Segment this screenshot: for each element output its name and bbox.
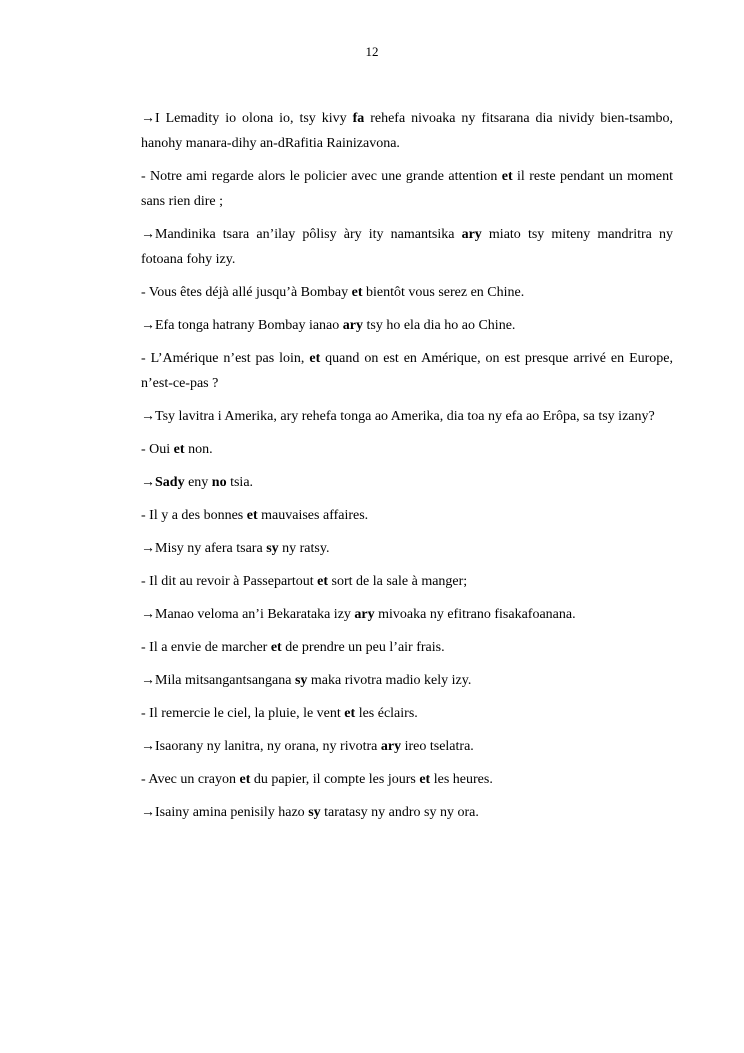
bold-connector: no (211, 475, 227, 490)
bold-connector: et (351, 285, 363, 300)
paragraph (141, 313, 673, 338)
paragraph (141, 701, 673, 726)
text-run: - Il remercie le ciel, la pluie, le vent (141, 706, 345, 721)
text-run: - Avec un crayon (141, 772, 240, 787)
bold-connector: et (317, 574, 329, 589)
paragraph (141, 404, 673, 429)
text-run: taratasy ny andro sy ny ora. (320, 805, 479, 820)
text-run: →Misy ny afera tsara (141, 541, 267, 556)
bold-connector: et (501, 169, 513, 184)
text-run: →Mila mitsangantsangana (141, 673, 295, 688)
bold-connector: sy (266, 541, 279, 556)
bold-connector: et (173, 442, 185, 457)
text-run: ireo tselatra. (401, 739, 474, 754)
text-run: - Il dit au revoir à Passepartout (141, 574, 318, 589)
paragraph (141, 437, 673, 462)
bold-connector: sy (308, 805, 321, 820)
paragraph (141, 668, 673, 693)
text-run: quand on est en Amérique, on est presque arrivé en Europe, n’est-ce-pas ? (141, 351, 673, 391)
text-run: sort de la sale à manger; (328, 574, 468, 589)
text-run: →Tsy lavitra i Amerika, ary rehefa tonga ao Amerika, dia toa ny efa ao Erôpa, sa tsy izany? (141, 409, 655, 424)
text-run: les éclairs. (355, 706, 418, 721)
text-run: mauvaises affaires. (257, 508, 369, 523)
bold-connector: ary (342, 318, 363, 333)
paragraph (141, 767, 673, 792)
paragraph (141, 569, 673, 594)
text-run: →Efa tonga hatrany Bombay ianao (141, 318, 343, 333)
text-run: →Manao veloma an’i Bekarataka izy (141, 607, 355, 622)
bold-connector: et (239, 772, 251, 787)
paragraph (141, 503, 673, 528)
text-run: tsia. (226, 475, 254, 490)
paragraph (141, 635, 673, 660)
bold-connector: et (309, 351, 321, 366)
text-run: du papier, il compte les jours (250, 772, 420, 787)
bold-connector: et (246, 508, 258, 523)
text-run: rehefa nivoaka ny fitsarana dia nividy bien-tsambo, hanohy manara-dihy an-dRafitia Rainizavona. (141, 111, 673, 151)
text-run: →I Lemadity io olona io, tsy kivy (141, 111, 353, 126)
bold-connector: et (270, 640, 282, 655)
paragraph (141, 470, 673, 495)
text-run: →Isaorany ny lanitra, ny orana, ny rivotra (141, 739, 381, 754)
paragraph (141, 734, 673, 759)
text-run: →Isainy amina penisily hazo (141, 805, 309, 820)
bold-connector: fa (352, 111, 365, 126)
text-run: ny ratsy. (278, 541, 330, 556)
text-run: → (141, 475, 155, 490)
text-run: - Notre ami regarde alors le policier avec une grande attention (141, 169, 502, 184)
text-run: - Il a envie de marcher (141, 640, 271, 655)
text-run: - Oui (141, 442, 174, 457)
bold-connector: ary (354, 607, 375, 622)
text-run: mivoaka ny efitrano fisakafoanana. (374, 607, 576, 622)
paragraph (141, 602, 673, 627)
bold-connector: et (344, 706, 356, 721)
text-run: - Vous êtes déjà allé jusqu’à Bombay (141, 285, 352, 300)
text-run: il reste pendant un moment sans rien dire ; (141, 169, 673, 209)
bold-connector: et (419, 772, 431, 787)
paragraph (141, 106, 673, 156)
text-run: miato tsy miteny mandritra ny fotoana fohy izy. (141, 227, 673, 267)
text-run: maka rivotra madio kely izy. (307, 673, 472, 688)
bold-connector: Sady (155, 475, 185, 490)
paragraph (141, 164, 673, 214)
text-run: de prendre un peu l’air frais. (281, 640, 445, 655)
bold-connector: ary (380, 739, 402, 754)
paragraph (141, 280, 673, 305)
paragraph (141, 222, 673, 272)
text-run: eny (184, 475, 212, 490)
text-run: bientôt vous serez en Chine. (362, 285, 525, 300)
text-run: non. (184, 442, 213, 457)
text-run: - Il y a des bonnes (141, 508, 247, 523)
paragraph (141, 800, 673, 825)
bold-connector: ary (461, 227, 482, 242)
text-run: →Mandinika tsara an’ilay pôlisy àry ity namantsika (141, 227, 462, 242)
paragraph (141, 346, 673, 396)
text-run: tsy ho ela dia ho ao Chine. (363, 318, 516, 333)
bold-connector: sy (294, 673, 308, 688)
text-run: les heures. (430, 772, 493, 787)
paragraph (141, 536, 673, 561)
document-body (141, 106, 673, 825)
page-number: 12 (365, 44, 379, 59)
text-run: - L’Amérique n’est pas loin, (141, 351, 310, 366)
